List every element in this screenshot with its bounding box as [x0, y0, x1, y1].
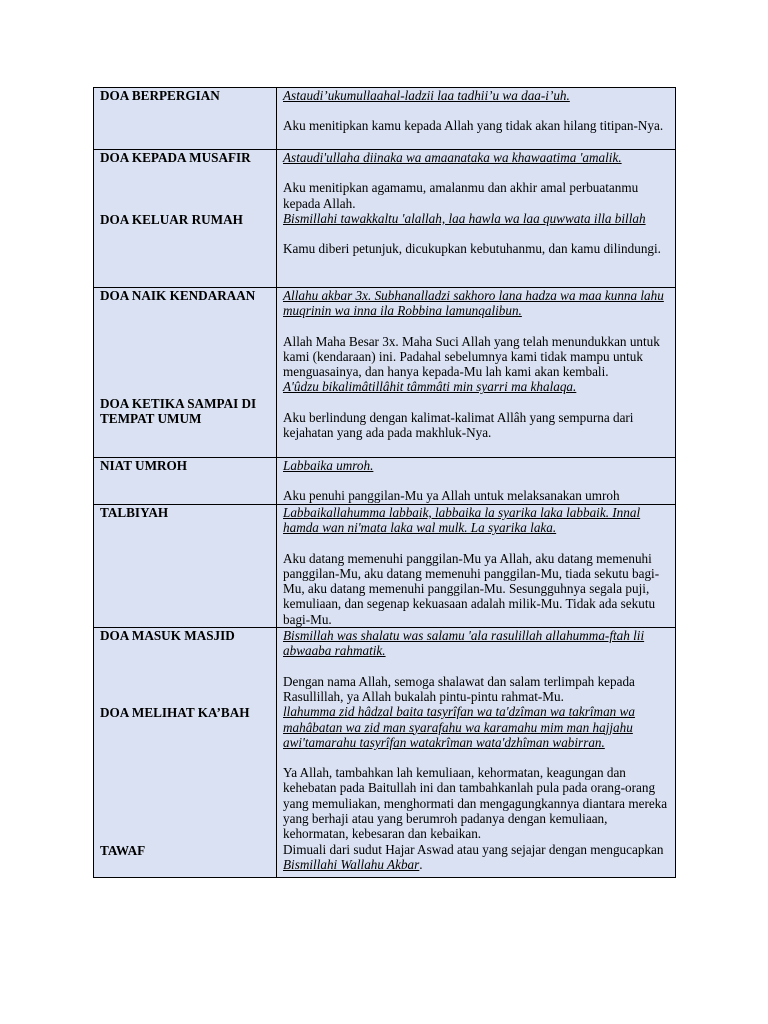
doa-title: DOA KEPADA MUSAFIR: [100, 150, 251, 165]
arabic-text: A'ûdzu bikalimâtillâhit tâmmâti min syarri ma khalaqa.: [283, 379, 577, 395]
arabic-text: Astaudi'ullaha diinaka wa amaanataka wa khawaatima 'amalik.: [283, 150, 622, 165]
arabic-text: Labbaika umroh.: [283, 458, 374, 473]
doa-table: [93, 87, 676, 878]
arabic-text: Bismillah was shalatu was salamu 'ala rasulillah allahumma-ftah lii abwaaba rahmatik.: [283, 628, 645, 659]
doa-title: NIAT UMROH: [100, 458, 188, 473]
meaning-text: Aku menitipkan kamu kepada Allah yang tidak akan hilang titipan-Nya.: [283, 118, 664, 134]
arabic-text: llahumma zid hâdzal baita tasyrîfan wa ta'dzîman wa takrîman wa mahâbatan wa zid man syarafahu wa karamahu mim man hajjahu awi'tamarahu tasyrîfan watakrîman wata'dzhîman wabirran.: [283, 704, 635, 750]
doa-title: DOA KETIKA SAMPAI DI TEMPAT UMUM: [100, 396, 257, 427]
title-cell: [94, 288, 277, 458]
content-cell: [277, 88, 676, 150]
meaning-text: Kamu diberi petunjuk, dicukupkan kebutuhanmu, dan kamu dilindungi.: [283, 241, 661, 257]
doa-title: TALBIYAH: [100, 505, 169, 520]
table-row: [94, 150, 676, 288]
title-cell: [94, 628, 277, 878]
tawaf-phrase: Bismillahi Wallahu Akbar: [283, 856, 420, 872]
title-cell: [94, 88, 277, 150]
title-cell: [94, 505, 277, 628]
content-cell: [277, 628, 676, 878]
content-cell: [277, 150, 676, 288]
tawaf-instruction: Dimuali dari sudut Hajar Aswad atau yang sejajar dengan mengucapkan: [283, 841, 664, 857]
table-row: [94, 628, 676, 878]
doa-title: DOA KELUAR RUMAH: [100, 212, 243, 227]
tawaf-text: [283, 842, 671, 873]
content-cell: [277, 505, 676, 628]
arabic-text: Bismillahi tawakkaltu 'alallah, laa hawla wa laa quwwata illa billah: [283, 210, 646, 226]
tawaf-end: .: [419, 856, 423, 872]
doa-title: DOA NAIK KENDARAAN: [100, 288, 256, 303]
table-row: [94, 458, 676, 505]
arabic-text: Astaudi’ukumullaahal-ladzii laa tadhii’u wa daa-i’uh.: [283, 88, 570, 103]
title-cell: [94, 458, 277, 505]
title-cell: [94, 150, 277, 288]
doa-title: DOA MELIHAT KA’BAH: [100, 705, 250, 721]
table-row: [94, 505, 676, 628]
meaning-text: Aku menitipkan agamamu, amalanmu dan akhir amal perbuatanmu kepada Allah.: [283, 180, 639, 211]
arabic-text: Allahu akbar 3x. Subhanalladzi sakhoro lana hadza wa maa kunna lahu muqrinin wa inna ila Robbina lamunqalibun.: [283, 288, 664, 319]
content-cell: [277, 288, 676, 458]
table-row: [94, 88, 676, 150]
meaning-text: Aku penuhi panggilan-Mu ya Allah untuk melaksanakan umroh: [283, 488, 620, 504]
meaning-text: Ya Allah, tambahkan lah kemuliaan, kehormatan, keagungan dan kehebatan pada Baitullah ini dan tambahkanlah pula pada orang-orang yang memuliakan, menghormati dan mengagungkannya diantara mereka yang berhaji atau yang berumroh padanya dengan kemuliaan, kehormatan, kebesaran dan kebaikan.: [283, 765, 668, 842]
doa-title: DOA BERPERGIAN: [100, 88, 220, 103]
doa-title: DOA MASUK MASJID: [100, 628, 235, 644]
doa-title: TAWAF: [100, 843, 146, 859]
meaning-text: Aku datang memenuhi panggilan-Mu ya Allah, aku datang memenuhi panggilan-Mu, aku datang memenuhi panggilan-Mu, tiada sekutu bagi-Mu, aku datang memenuhi panggilan-Mu. Sesungguhnya segala puji, kemuliaan, dan segenap kekuasaan adalah milik-Mu. Tidak ada sekutu bagi-Mu.: [283, 550, 660, 627]
meaning-text: Allah Maha Besar 3x. Maha Suci Allah yang telah menundukkan untuk kami (kendaraan) ini. Padahal sebelumnya kami tidak mampu untuk menguasainya, dan hanya kepada-Mu lah kami akan kembali.: [283, 333, 660, 380]
content-cell: [277, 458, 676, 505]
meaning-text: Dengan nama Allah, semoga shalawat dan salam terlimpah kepada Rasullillah, ya Allah bukalah pintu-pintu rahmat-Mu.: [283, 673, 635, 704]
meaning-text: Aku berlindung dengan kalimat-kalimat Allâh yang sempurna dari kejahatan yang ada pada makhluk-Nya.: [283, 409, 634, 441]
table-row: [94, 288, 676, 458]
arabic-text: Labbaikallahumma labbaik, labbaika la syarika laka labbaik. Innal hamda wan ni'mata laka wal mulk. La syarika laka.: [283, 505, 641, 536]
